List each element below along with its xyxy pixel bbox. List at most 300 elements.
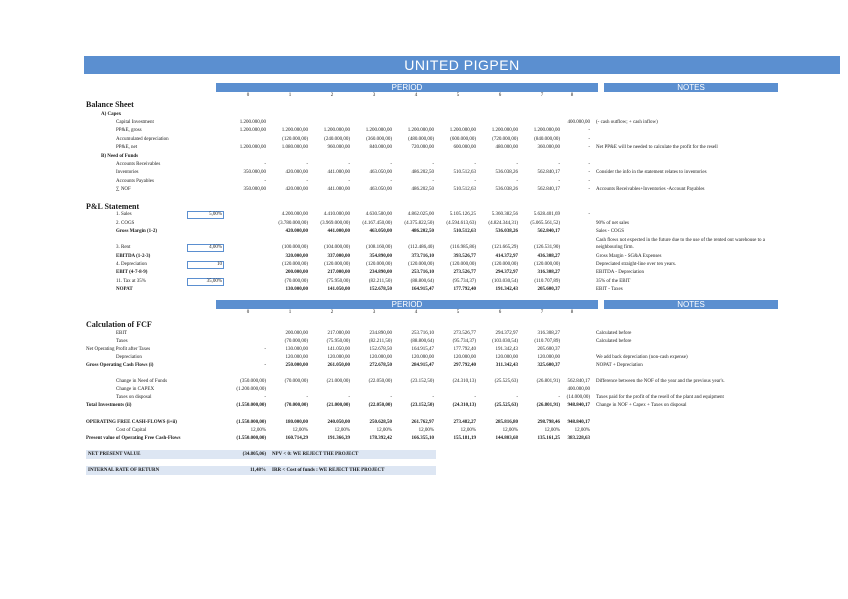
cell-value: 240.050,00 xyxy=(327,420,350,425)
cell-value: 141.050,00 xyxy=(327,347,350,352)
cell-value: - xyxy=(390,178,392,184)
cell-value: 130.000,00 xyxy=(285,287,308,292)
cell-value: (120.000,00) xyxy=(492,262,518,267)
cell-value: 414.372,97 xyxy=(495,254,518,259)
period-number: 4 xyxy=(414,93,418,98)
cell-value: 1.200.000,00 xyxy=(533,128,560,134)
cell-value: (4.167.450,00) xyxy=(362,221,392,226)
cell-value: 510.512,63 xyxy=(453,229,476,234)
row-label: Depreciation xyxy=(116,355,142,360)
cell-value: 463.050,00 xyxy=(369,170,392,176)
cell-value: (24.310,13) xyxy=(452,403,476,408)
param-box: 35,00% xyxy=(187,278,224,286)
cell-value: - xyxy=(390,162,392,167)
cell-value: 720.000,00 xyxy=(411,144,434,150)
cell-value: 486.202,50 xyxy=(411,170,434,176)
cell-value: 325.600,37 xyxy=(537,363,560,368)
row-note: 35% of the EBIT xyxy=(596,279,631,284)
cell-value: 5.105.126,25 xyxy=(449,212,476,217)
row-note: (- cash outflow; + cash inflow) xyxy=(596,120,658,125)
row-label: EBITDA (1-2-3) xyxy=(116,254,151,259)
cell-value: (4.375.822,50) xyxy=(404,221,434,226)
cell-value: 5.628.401,69 xyxy=(533,212,560,217)
cell-value: 1.200.000,00 xyxy=(281,128,308,134)
param-box: 5,00% xyxy=(187,211,224,219)
cell-value: 144.803,68 xyxy=(495,436,518,441)
row-label: 2. COGS xyxy=(116,221,135,226)
cell-value: (120.000,00) xyxy=(534,262,560,267)
row-label: PP&E, net xyxy=(116,144,138,150)
cell-value: 1.200.000,00 xyxy=(239,120,266,125)
cell-value: (82.211,50) xyxy=(368,339,392,344)
cell-value: (4.824.344,31) xyxy=(488,221,518,226)
cell-value: 164.915,47 xyxy=(411,287,434,292)
cell-value: (120.000,00) xyxy=(450,262,476,267)
cell-value: (14.000,00) xyxy=(566,395,590,400)
cell-value: 4.630.500,00 xyxy=(365,212,392,217)
row-label: Taxes on disposal xyxy=(116,395,152,400)
cell-value: - xyxy=(588,186,590,192)
cell-value: (70.000,00) xyxy=(284,379,308,384)
row-note: Accounts Receivables+Inventories -Account Payables xyxy=(596,186,705,192)
cell-value: 272.678,50 xyxy=(369,363,392,368)
cell-value: 191.366,39 xyxy=(327,436,350,441)
row-note: Cash flows not expected in the future due to the use of the rented out warehouse to a neighbouring firm. xyxy=(596,238,765,250)
period-number: 0 xyxy=(246,310,250,315)
cell-value: - xyxy=(474,395,476,400)
irr-verdict: IRR < Cost of funds : WE REJECT THE PROJECT xyxy=(272,468,385,473)
period-number: 2 xyxy=(330,93,334,98)
cell-value: - xyxy=(264,162,266,167)
cell-value: (120.000,00) xyxy=(282,262,308,267)
cell-value: 12,00% xyxy=(292,428,308,433)
cell-value: 4.862.025,00 xyxy=(407,212,434,217)
cell-value: 441.000,00 xyxy=(327,170,350,176)
cell-value: 12,00% xyxy=(250,428,266,433)
row-label: Change in Need of Funds xyxy=(116,379,168,384)
row-label: OPERATING FREE CASH-FLOWS (i+ii) xyxy=(86,420,177,425)
row-label: Inventories xyxy=(116,170,139,176)
cell-value: 948.840,17 xyxy=(567,403,590,408)
cell-value: 253.716,10 xyxy=(411,270,434,275)
cell-value: (22.050,00) xyxy=(368,403,392,408)
cell-value: 316.308,27 xyxy=(537,331,560,336)
cell-value: 152.678,50 xyxy=(369,287,392,292)
row-label: Change in CAPEX xyxy=(116,387,155,392)
period-number: 8 xyxy=(570,93,574,98)
cell-value: 441.000,00 xyxy=(327,229,350,234)
cell-value: - xyxy=(264,395,266,400)
cell-value: - xyxy=(588,178,590,184)
cell-value: (88.800,64) xyxy=(410,339,434,344)
cell-value: 1.200.000,00 xyxy=(239,128,266,134)
cell-value: - xyxy=(348,178,350,184)
period-number: 3 xyxy=(372,93,376,98)
cell-value: 120.000,00 xyxy=(453,355,476,360)
cell-value: (120.000,00) xyxy=(324,262,350,267)
cell-value: (840.000,00) xyxy=(534,136,560,142)
cell-value: - xyxy=(390,395,392,400)
cell-value: 420.000,00 xyxy=(285,229,308,234)
period-number: 8 xyxy=(570,310,574,315)
cell-value: - xyxy=(516,395,518,400)
row-note: Change in NOF + Capex + Taxes on disposal xyxy=(596,403,687,408)
period-number: 2 xyxy=(330,310,334,315)
cell-value: 294.372,97 xyxy=(495,331,518,336)
cell-value: - xyxy=(588,136,590,142)
cell-value: (23.152,50) xyxy=(410,403,434,408)
cell-value: (480.000,00) xyxy=(408,136,434,142)
cell-value: - xyxy=(588,144,590,150)
cell-value: 12,00% xyxy=(544,428,560,433)
cell-value: - xyxy=(588,162,590,167)
cell-value: 12,00% xyxy=(418,428,434,433)
param-box: 10 xyxy=(187,261,224,269)
cell-value: (240.000,00) xyxy=(324,136,350,142)
cell-value: (720.000,00) xyxy=(492,136,518,142)
cell-value: 166.355,10 xyxy=(411,436,434,441)
cell-value: 350.000,00 xyxy=(243,170,266,176)
cell-value: 234.890,00 xyxy=(369,331,392,336)
cell-value: (4.594.613,63) xyxy=(446,221,476,226)
cell-value: 354.890,00 xyxy=(369,254,392,259)
cell-value: - xyxy=(306,395,308,400)
cell-value: 536.038,26 xyxy=(495,229,518,234)
irr-label: INTERNAL RATE OF RETURN xyxy=(88,468,160,473)
cell-value: 205.600,37 xyxy=(537,287,560,292)
cell-value: 486.202,50 xyxy=(411,229,434,234)
cell-value: 12,00% xyxy=(334,428,350,433)
row-label: Taxes xyxy=(116,339,128,344)
cell-value: 400.000,00 xyxy=(567,120,590,125)
cell-value: (24.310,13) xyxy=(452,379,476,384)
cell-value: 1.200.000,00 xyxy=(323,128,350,134)
pl-heading: P&L Statement xyxy=(86,202,140,211)
cell-value: 273.526,77 xyxy=(453,331,476,336)
cell-value: (95.734,37) xyxy=(452,279,476,284)
period-number: 1 xyxy=(288,93,292,98)
cell-value: 463.050,00 xyxy=(369,186,392,192)
cell-value: 1.200.000,00 xyxy=(407,128,434,134)
cell-value: 120.000,00 xyxy=(537,355,560,360)
cell-value: - xyxy=(432,178,434,184)
cell-value: - xyxy=(588,128,590,134)
cell-value: (350.000,00) xyxy=(240,379,266,384)
cell-value: 1.200.000,00 xyxy=(365,128,392,134)
cell-value: (104.000,00) xyxy=(324,245,350,250)
cell-value: (103.030,54) xyxy=(492,279,518,284)
cell-value: (120.000,00) xyxy=(408,262,434,267)
cell-value: - xyxy=(348,395,350,400)
row-note: Consider the info in the statement relates to inventories xyxy=(596,170,707,176)
cell-value: (360.000,00) xyxy=(366,136,392,142)
cell-value: 480.000,00 xyxy=(495,144,518,150)
cell-value: 234.890,00 xyxy=(369,270,392,275)
row-label: Total Investments (ii) xyxy=(86,403,132,408)
row-label: EBIT xyxy=(116,331,128,336)
cell-value: 1.200.000,00 xyxy=(491,128,518,134)
cell-value: (70.000,00) xyxy=(284,279,308,284)
cell-value: 200.000,00 xyxy=(285,331,308,336)
cell-value: (95.734,37) xyxy=(452,339,476,344)
cell-value: 250.628,50 xyxy=(369,420,392,425)
period-number: 0 xyxy=(246,93,250,98)
cell-value: 261.762,97 xyxy=(411,420,434,425)
cell-value: - xyxy=(558,162,560,167)
nof-heading: B) Need of Funds xyxy=(101,154,139,159)
cell-value: 4.200.000,00 xyxy=(281,212,308,217)
cell-value: - xyxy=(474,178,476,184)
cell-value: - xyxy=(264,178,266,184)
cell-value: 273.526,77 xyxy=(453,270,476,275)
cell-value: - xyxy=(588,170,590,176)
cell-value: 155.181,19 xyxy=(453,436,476,441)
cell-value: 284.915,47 xyxy=(411,363,434,368)
cell-value: 120.000,00 xyxy=(285,355,308,360)
irr-value: 11,48% xyxy=(250,468,266,473)
cell-value: - xyxy=(558,178,560,184)
cell-value: (1.200.000,00) xyxy=(236,387,266,392)
cell-value: 297.792,40 xyxy=(453,363,476,368)
fcf-heading: Calculation of FCF xyxy=(86,320,152,329)
cell-value: - xyxy=(516,162,518,167)
cell-value: - xyxy=(306,178,308,184)
cell-value: (21.000,00) xyxy=(326,403,350,408)
cell-value: 510.512,63 xyxy=(453,170,476,176)
row-label: EBIT (4-7-8-9) xyxy=(116,270,148,275)
cell-value: 191.342,43 xyxy=(495,347,518,352)
cell-value: - xyxy=(348,162,350,167)
period-number: 5 xyxy=(456,93,460,98)
row-note: Calculated before xyxy=(596,339,632,344)
cell-value: (1.550.000,00) xyxy=(236,436,266,441)
cell-value: (21.000,00) xyxy=(326,379,350,384)
cell-value: (22.050,00) xyxy=(368,379,392,384)
cell-value: - xyxy=(588,212,590,217)
cell-value: 463.050,00 xyxy=(369,229,392,234)
cell-value: (3.780.000,00) xyxy=(278,221,308,226)
cell-value: 510.512,63 xyxy=(453,186,476,192)
cell-value: (23.152,50) xyxy=(410,379,434,384)
row-label: Capital Investment xyxy=(116,120,154,125)
cell-value: 217.000,00 xyxy=(327,270,350,275)
cell-value: 253.716,10 xyxy=(411,331,434,336)
cell-value: (600.000,00) xyxy=(450,136,476,142)
cell-value: (25.525,63) xyxy=(494,403,518,408)
cell-value: 373.716,10 xyxy=(411,254,434,259)
cell-value: 393.526,77 xyxy=(453,254,476,259)
notes-band: NOTES xyxy=(604,83,778,92)
cell-value: 960.000,00 xyxy=(327,144,350,150)
row-label: PP&E, gross xyxy=(116,128,142,134)
row-note: Difference between the NOF of the year and the previous year's. xyxy=(596,379,725,384)
cell-value: (126.531,90) xyxy=(534,245,560,250)
cell-value: 12,00% xyxy=(502,428,518,433)
cell-value: 383.228,63 xyxy=(567,436,590,441)
cell-value: - xyxy=(306,162,308,167)
cell-value: 337.000,00 xyxy=(327,254,350,259)
cell-value: (120.000,00) xyxy=(282,136,308,142)
cell-value: 420.000,00 xyxy=(285,170,308,176)
cell-value: (26.801,91) xyxy=(536,403,560,408)
cell-value: 261.050,00 xyxy=(327,363,350,368)
cell-value: (120.000,00) xyxy=(366,262,392,267)
row-label: 11. Tax at 35% xyxy=(116,279,146,284)
notes-band: NOTES xyxy=(604,300,778,309)
cell-value: 320.000,00 xyxy=(285,254,308,259)
cell-value: (3.969.000,00) xyxy=(320,221,350,226)
cell-value: 486.202,50 xyxy=(411,186,434,192)
row-label: Cost of Capital xyxy=(116,428,147,433)
row-note: NOPAT + Depreciation xyxy=(596,363,643,368)
row-label: 3. Rent xyxy=(116,245,131,250)
cell-value: 840.000,00 xyxy=(369,144,392,150)
cell-value: 178.392,42 xyxy=(369,436,392,441)
cell-value: (25.525,63) xyxy=(494,379,518,384)
cell-value: (82.211,50) xyxy=(368,279,392,284)
cell-value: 5.360.382,56 xyxy=(491,212,518,217)
cell-value: 420.000,00 xyxy=(285,186,308,192)
cell-value: 441.000,00 xyxy=(327,186,350,192)
cell-value: 191.342,43 xyxy=(495,287,518,292)
period-number: 7 xyxy=(540,93,544,98)
row-note: Calculated before xyxy=(596,331,632,336)
row-note: Net PP&E will be needed to calculate the profit for the resell xyxy=(596,144,718,150)
cell-value: 350.000,00 xyxy=(243,186,266,192)
period-number: 6 xyxy=(498,93,502,98)
cell-value: 1.080.000,00 xyxy=(281,144,308,150)
row-label: 4. Depreciation xyxy=(116,262,147,267)
cell-value: 948.840,17 xyxy=(567,420,590,425)
row-note: Sales - COGS xyxy=(596,229,625,234)
cell-value: 600.000,00 xyxy=(453,144,476,150)
cell-value: - xyxy=(558,395,560,400)
cell-value: 294.372,97 xyxy=(495,270,518,275)
cell-value: 152.678,50 xyxy=(369,347,392,352)
cell-value: 298.798,46 xyxy=(537,420,560,425)
cell-value: (100.000,00) xyxy=(282,245,308,250)
cell-value: (75.950,00) xyxy=(326,279,350,284)
cell-value: (112.486,40) xyxy=(408,245,434,250)
period-number: 4 xyxy=(414,310,418,315)
row-label: Gross Margin (1-2) xyxy=(116,229,158,234)
cell-value: 120.000,00 xyxy=(327,355,350,360)
cell-value: 164.915,47 xyxy=(411,347,434,352)
cell-value: 120.000,00 xyxy=(411,355,434,360)
row-note: Depreciated straight-line over ten years. xyxy=(596,262,677,267)
cell-value: 120.000,00 xyxy=(495,355,518,360)
row-note: 90% of net sales xyxy=(596,221,629,226)
cell-value: 141.050,00 xyxy=(327,287,350,292)
cell-value: 400.000,00 xyxy=(567,387,590,392)
cell-value: 285.816,80 xyxy=(495,420,518,425)
page-title: UNITED PIGPEN xyxy=(84,56,840,74)
capex-heading: A) Capex xyxy=(101,112,122,117)
row-label: Accounts Payables xyxy=(116,178,154,184)
cell-value: 12,00% xyxy=(574,428,590,433)
row-note: EBITDA - Depreciation xyxy=(596,270,645,275)
cell-value: (70.000,00) xyxy=(284,403,308,408)
row-label: 1. Sales xyxy=(116,212,132,217)
npv-value: (34.805,06) xyxy=(242,452,266,457)
row-label: Net Operating Profit after Taxes xyxy=(86,347,151,352)
cell-value: 180.000,00 xyxy=(285,420,308,425)
cell-value: 12,00% xyxy=(376,428,392,433)
period-number: 6 xyxy=(498,310,502,315)
cell-value: 12,00% xyxy=(460,428,476,433)
cell-value: 562.840,17 xyxy=(537,186,560,192)
npv-label: NET PRESENT VALUE xyxy=(88,452,141,457)
cell-value: 562.840,17 xyxy=(537,229,560,234)
cell-value: (1.550.000,00) xyxy=(236,420,266,425)
cell-value: - xyxy=(432,395,434,400)
cell-value: (110.707,89) xyxy=(534,279,560,284)
row-note: EBIT - Taxes xyxy=(596,287,623,292)
cell-value: (1.550.000,00) xyxy=(236,403,266,408)
period-number: 3 xyxy=(372,310,376,315)
cell-value: 562.840,17 xyxy=(567,379,590,384)
cell-value: 536.038,26 xyxy=(495,186,518,192)
cell-value: (70.000,00) xyxy=(284,339,308,344)
row-label: Gross Operating Cash Flows (i) xyxy=(86,363,154,368)
cell-value: 562.840,17 xyxy=(537,170,560,176)
balance-sheet-heading: Balance Sheet xyxy=(86,100,134,109)
cell-value: (88.800,64) xyxy=(410,279,434,284)
cell-value: (108.160,00) xyxy=(366,245,392,250)
cell-value: 217.000,00 xyxy=(327,331,350,336)
cell-value: 130.000,00 xyxy=(285,347,308,352)
cell-value: - xyxy=(516,178,518,184)
cell-value: 316.308,27 xyxy=(537,270,560,275)
cell-value: (110.707,89) xyxy=(534,339,560,344)
cell-value: 135.161,25 xyxy=(537,436,560,441)
cell-value: 536.038,26 xyxy=(495,170,518,176)
row-label: ∑ NOF xyxy=(116,186,131,192)
cell-value: (75.950,00) xyxy=(326,339,350,344)
cell-value: 360.000,00 xyxy=(537,144,560,150)
cell-value: 177.792,40 xyxy=(453,347,476,352)
row-note: Gross Margin - SG&A Expenses xyxy=(596,254,662,259)
row-note: Taxes paid for the profit of the resell of the plant and equipment xyxy=(596,395,724,400)
cell-value: (26.801,91) xyxy=(536,379,560,384)
cell-value: (5.065.561,52) xyxy=(530,221,560,226)
row-note: We add back depreciation (non-cash expense) xyxy=(596,355,688,360)
cell-value: 120.000,00 xyxy=(369,355,392,360)
period-number: 7 xyxy=(540,310,544,315)
period-number: 1 xyxy=(288,310,292,315)
cell-value: (116.985,86) xyxy=(450,245,476,250)
cell-value: - xyxy=(474,162,476,167)
cell-value: (103.030,54) xyxy=(492,339,518,344)
cell-value: 177.792,40 xyxy=(453,287,476,292)
npv-verdict: NPV < 0: WE REJECT THE PROJECT xyxy=(272,452,359,457)
cell-value: 1.200.000,00 xyxy=(239,144,266,150)
period-band: PERIOD xyxy=(216,300,598,309)
param-box: 4,00% xyxy=(187,244,224,252)
cell-value: 4.410.000,00 xyxy=(323,212,350,217)
cell-value: - xyxy=(264,347,266,352)
row-label: Accumulated depreciation xyxy=(116,136,169,142)
cell-value: 273.482,27 xyxy=(453,420,476,425)
cell-value: 436.308,27 xyxy=(537,254,560,259)
cell-value: 1.200.000,00 xyxy=(449,128,476,134)
cell-value: 205.600,37 xyxy=(537,347,560,352)
cell-value: - xyxy=(432,162,434,167)
row-label: NOPAT xyxy=(116,287,133,292)
cell-value: (121.665,29) xyxy=(492,245,518,250)
cell-value: 250.000,00 xyxy=(285,363,308,368)
period-number: 5 xyxy=(456,310,460,315)
